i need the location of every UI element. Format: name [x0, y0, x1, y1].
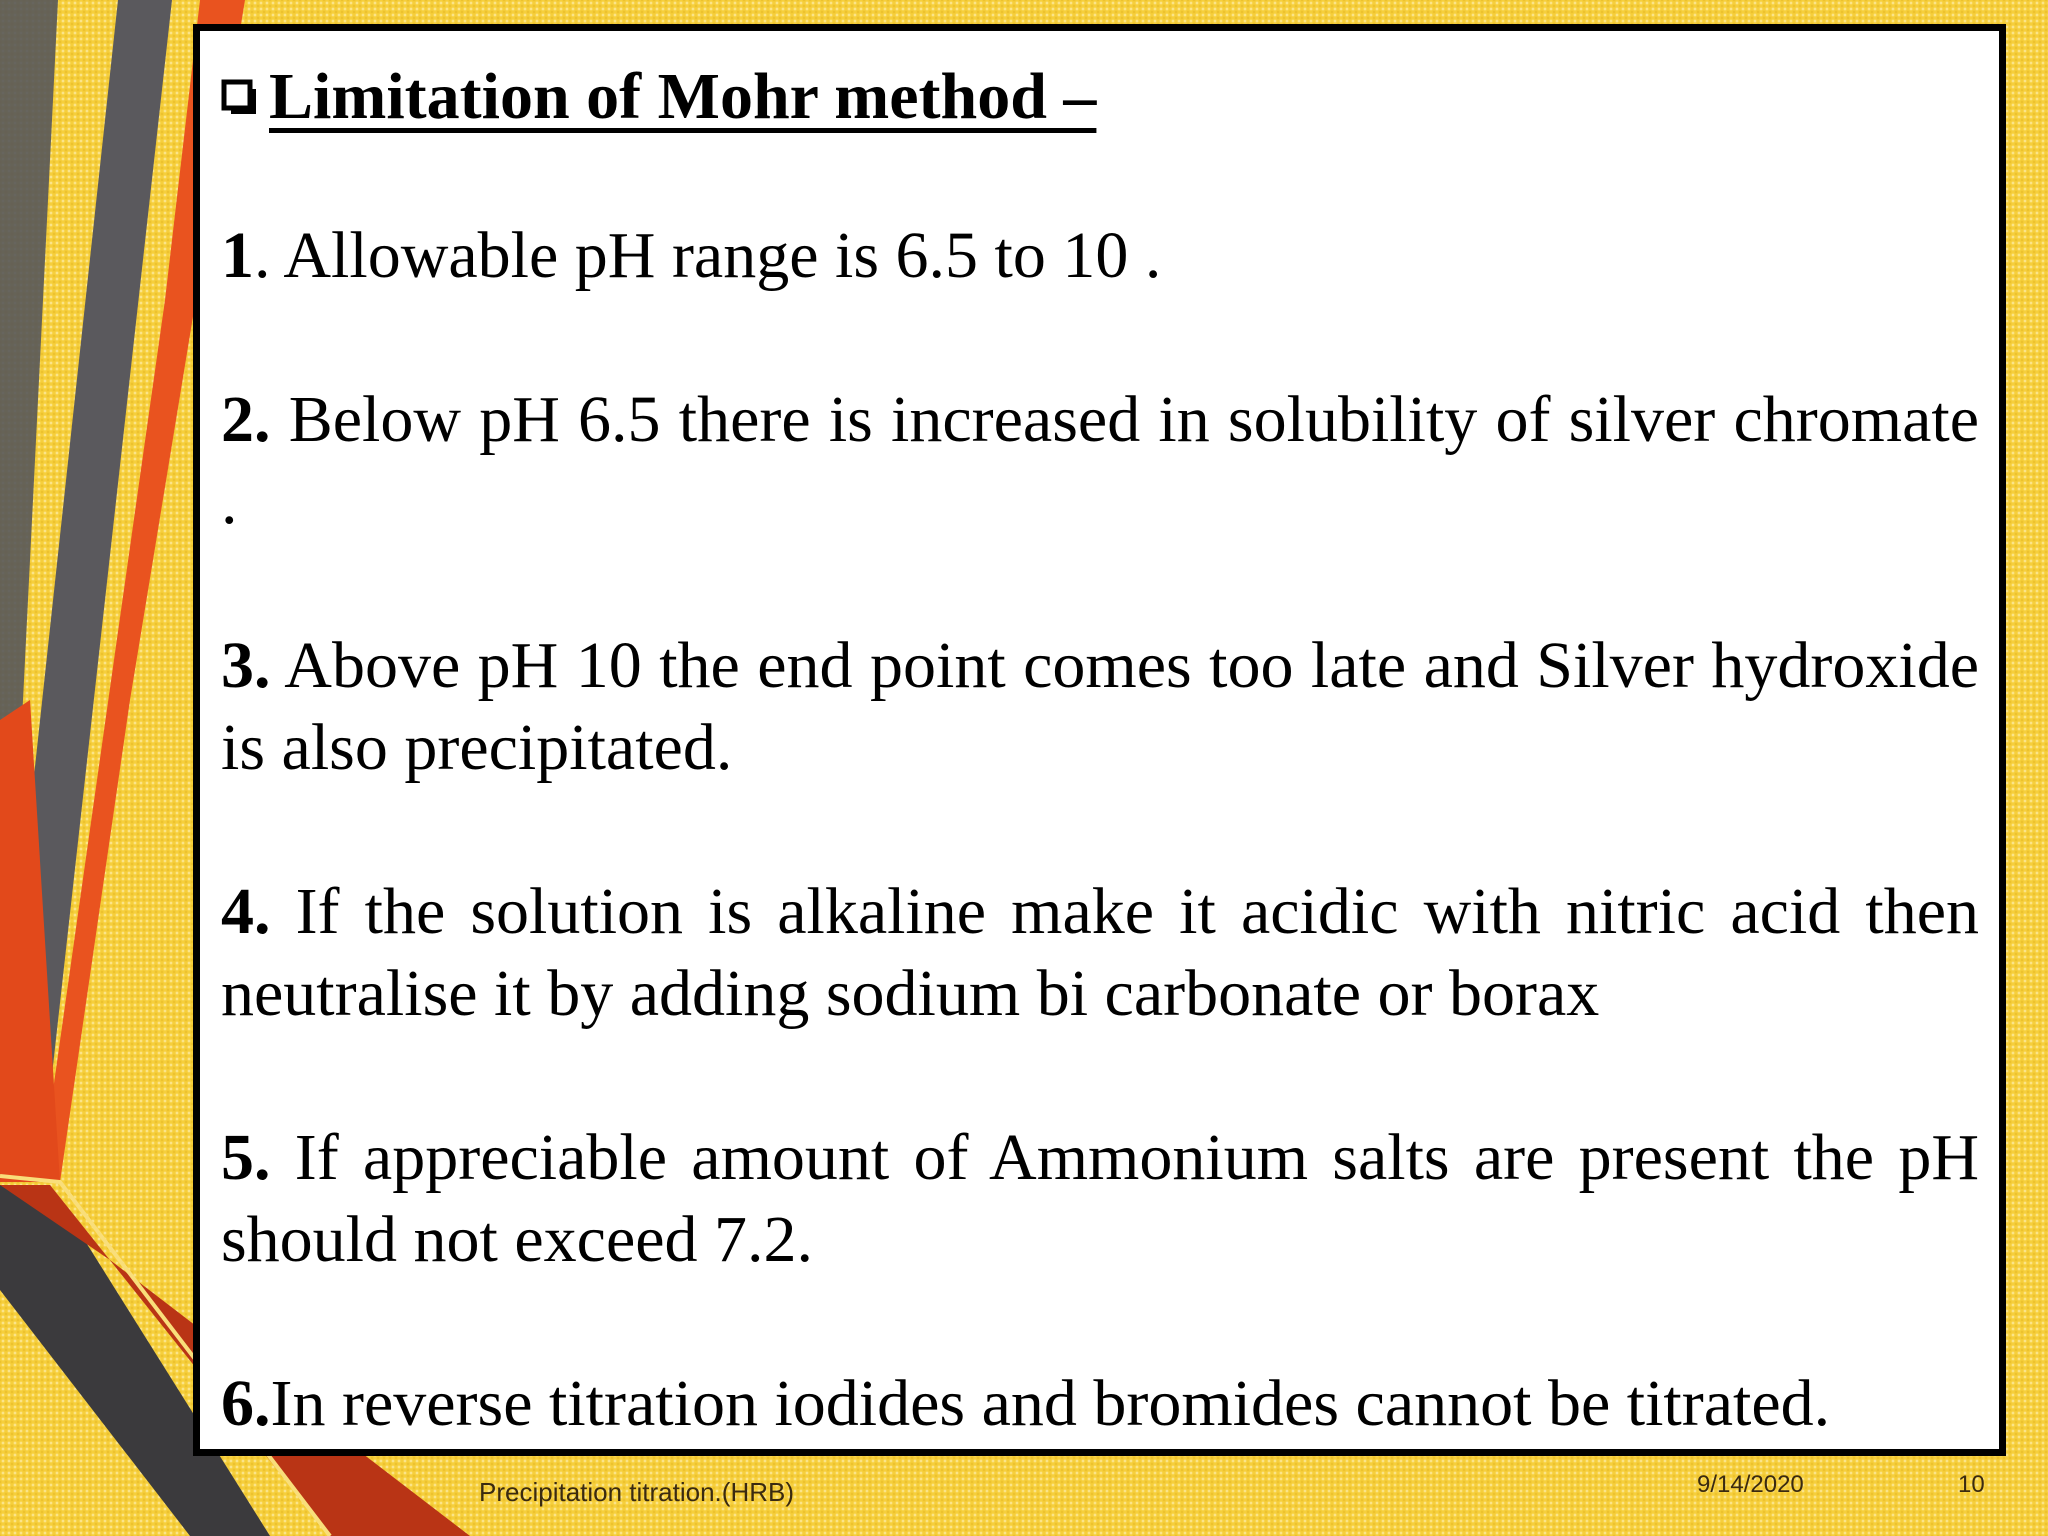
footer-page-number: 10: [1958, 1471, 1985, 1498]
slide-content-box: [193, 24, 2006, 1456]
item-text: If appreciable amount of Ammonium salts are present the pH should not exceed 7.2.: [221, 1121, 1979, 1276]
footer-date: 9/14/2020: [1697, 1471, 1804, 1498]
slide-title-row: [221, 56, 1979, 138]
item-text: If the solution is alkaline make it acidic with nitric acid then neutralise it by adding sodium bi carbonate or borax: [221, 875, 1979, 1030]
item-number: 3.: [221, 629, 271, 702]
slide-title: Limitation of Mohr method –: [269, 60, 1097, 133]
item-text: Below pH 6.5 there is increased in solubility of silver chromate .: [221, 383, 1979, 538]
footer-title: Precipitation titration.(HRB): [479, 1477, 794, 1507]
item-number: 5.: [221, 1121, 271, 1194]
list-item: [221, 215, 1979, 297]
limitations-list: [221, 215, 1979, 1445]
item-text: In reverse titration iodides and bromides cannot be titrated.: [270, 1367, 1831, 1440]
checkbox-icon: [221, 79, 257, 115]
item-number: 2.: [221, 383, 271, 456]
item-number: 6.: [221, 1367, 271, 1440]
item-text: Above pH 10 the end point comes too late and Silver hydroxide is also precipitated.: [221, 629, 1979, 784]
item-text: . Allowable pH range is 6.5 to 10 .: [254, 219, 1162, 292]
list-item: [221, 1363, 1979, 1445]
list-item: [221, 1117, 1979, 1281]
item-number: 1: [221, 219, 254, 292]
list-item: [221, 379, 1979, 543]
list-item: [221, 871, 1979, 1035]
item-number: 4.: [221, 875, 271, 948]
list-item: [221, 625, 1979, 789]
